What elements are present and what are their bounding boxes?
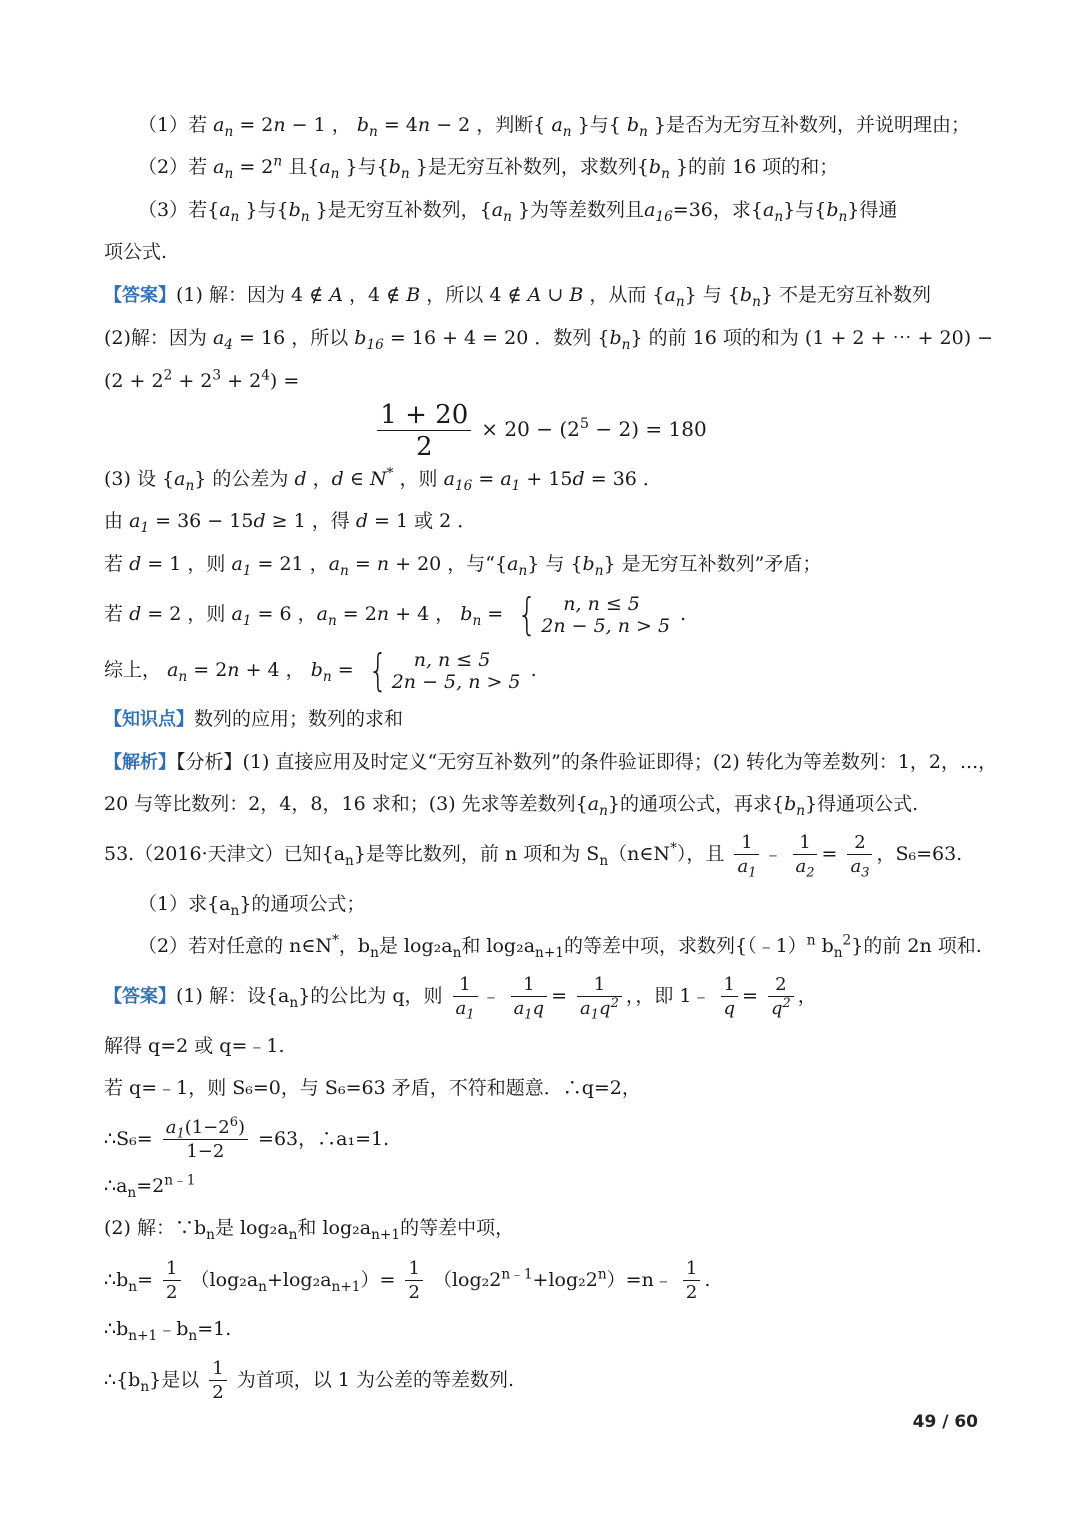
- answer-53-q-values: 解得 q=2 或 q=﹣1.: [104, 1035, 285, 1057]
- answer-part-2: (2)解：因为 $a_4 = 16$ ，所以 $b_{16} = 16 + 4 = 20$ ．数列 $\{b_n\}$ 的前 16 项的和为 (1 + 2 + ⋯ + 20) −: [104, 327, 994, 353]
- answer-53-bn: $\therefore b_n=$ $\frac{1}{2}$ $(\log_2a_n+\log_2a_{n+1})=$ $\frac{1}{2}$ $(\log_22^{n﹣1}+\log_22^n)=n﹣$ $\frac{1}{2}$ .: [104, 1258, 711, 1303]
- answer-part-1: 【答案】(1) 解：因为 4 ∉ A ，4 ∉ B ，所以 4 ∉ A ∪ B ，从而 $\{a_n\}$ 与 $\{b_n\}$ 不是无穷互补数列: [104, 284, 932, 310]
- answer-part-3-line2: 由 $a_1 = 36 - 15d \ge 1$ ，得 d = 1 或 2 ．: [104, 510, 477, 536]
- question-part-3: （3）若{$a_n$ }与{$b_n$ }是无穷互补数列，{$a_n$ }为等差数列且$a_{16}=36$，求$\{a_n\}$与$\{b_n\}$得通: [138, 199, 898, 225]
- answer-part-2-formula: $\frac{1 + 20}{2}$ × $20 - (2^5 - 2) = 180$: [0, 402, 1080, 460]
- answer-53-q-check: 若 q=﹣1，则 S₆=0，与 S₆=63 矛盾，不符和题意．∴q=2，: [104, 1077, 641, 1099]
- answer-part-3-line3: 若 d = 1 ，则 $a_1 = 21$ ，$a_n = n + 20$ ，与“$\{a_n\}$ 与 $\{b_n\}$ 是无穷互补数列”矛盾；: [104, 553, 822, 579]
- answer-part-2-cont: $(2 + 2^2 + 2^3 + 2^4)$ =: [104, 367, 300, 392]
- question-53: 53.（2016·天津文）已知$\{a_n\}$是等比数列，前 n 项和为 $S_n(n\in N^*)$，且 $\frac{1}{a_1}$ ﹣ $\frac{1}{a_2}$ = $\frac{2}{a_3}$ ，S₆=63.: [104, 832, 963, 881]
- answer-part-3: (3) 设 $\{a_n\}$ 的公差为 d ，d ∈ N* ，则 $a_{16} = a_1 + 15d = 36$ ．: [104, 465, 662, 494]
- page-number: 49 / 60: [912, 1412, 978, 1432]
- answer-53-part-1: 【答案】(1) 解：设$\{a_n\}$的公比为 q，则 $\frac{1}{a_1}$ ﹣ $\frac{1}{a_1q}$ = $\frac{1}{a_1q^2}$ ，，即 1﹣ $\frac{1}{q}$ = $\frac{2}{q^2}$ ，: [104, 974, 817, 1023]
- answer-53-sum: ∴S₆= $\frac{a_1(1-2^6)}{1-2}$ =63，∴a₁=1.: [104, 1114, 390, 1162]
- question-53-part-1: （1）求$\{a_n\}$的通项公式；: [138, 893, 366, 919]
- question-part-1: （1）若 $a_n = 2n - 1$ ， $b_n = 4n - 2$ ，判断{ $a_n$ }与{ $b_n$ }是否为无穷互补数列，并说明理由；: [138, 114, 970, 140]
- answer-part-3-conclusion: 综上， $a_n = 2n + 4$ ， $b_n$ = { n, n ≤ 5 2n − 5, n > 5 .: [104, 645, 537, 696]
- answer-part-3-line4: 若 d = 2 ，则 $a_1 = 6$ ，$a_n = 2n + 4$ ， $b_n$ = { n, n ≤ 5 2n − 5, n > 5 .: [104, 589, 687, 640]
- answer-53-part-2: (2) 解：$\because b_n$是 $\log_2a_n$和 $\log_2a_{n+1}$的等差中项，: [104, 1217, 515, 1243]
- knowledge-point: 【知识点】数列的应用；数列的求和: [104, 708, 404, 730]
- answer-53-conclusion: $\therefore\{b_n\}$是以 $\frac{1}{2}$ 为首项，以 1 为公差的等差数列.: [104, 1358, 515, 1403]
- question-part-3-cont: 项公式.: [104, 241, 168, 263]
- question-part-2: （2）若 $a_n = 2^n$ 且{$a_n$ }与{$b_n$ }是无穷互补数列，求数列{$b_n$ }的前 16 项的和；: [138, 153, 839, 182]
- answer-53-difference: $\therefore b_{n+1}﹣b_n=1$.: [104, 1318, 232, 1344]
- question-53-part-2: （2）若对任意的 n∈N*，$b_n$是 $\log_2a_n$和 $\log_2a_{n+1}$的等差中项，求数列{（﹣1）$^n$ $b_n^2$}的前 2n 项和.: [138, 932, 982, 961]
- analysis: 【解析】【分析】(1) 直接应用及时定义“无穷互补数列”的条件验证即得；(2) 转化为等差数列：1，2，...，: [104, 751, 998, 773]
- answer-53-formula: $\therefore a_n=2^{n﹣1}$: [104, 1172, 196, 1201]
- analysis-cont: 20 与等比数列：2，4，8，16 求和；(3) 先求等差数列$\{a_n\}$的通项公式，再求$\{b_n\}$得通项公式.: [104, 793, 919, 819]
